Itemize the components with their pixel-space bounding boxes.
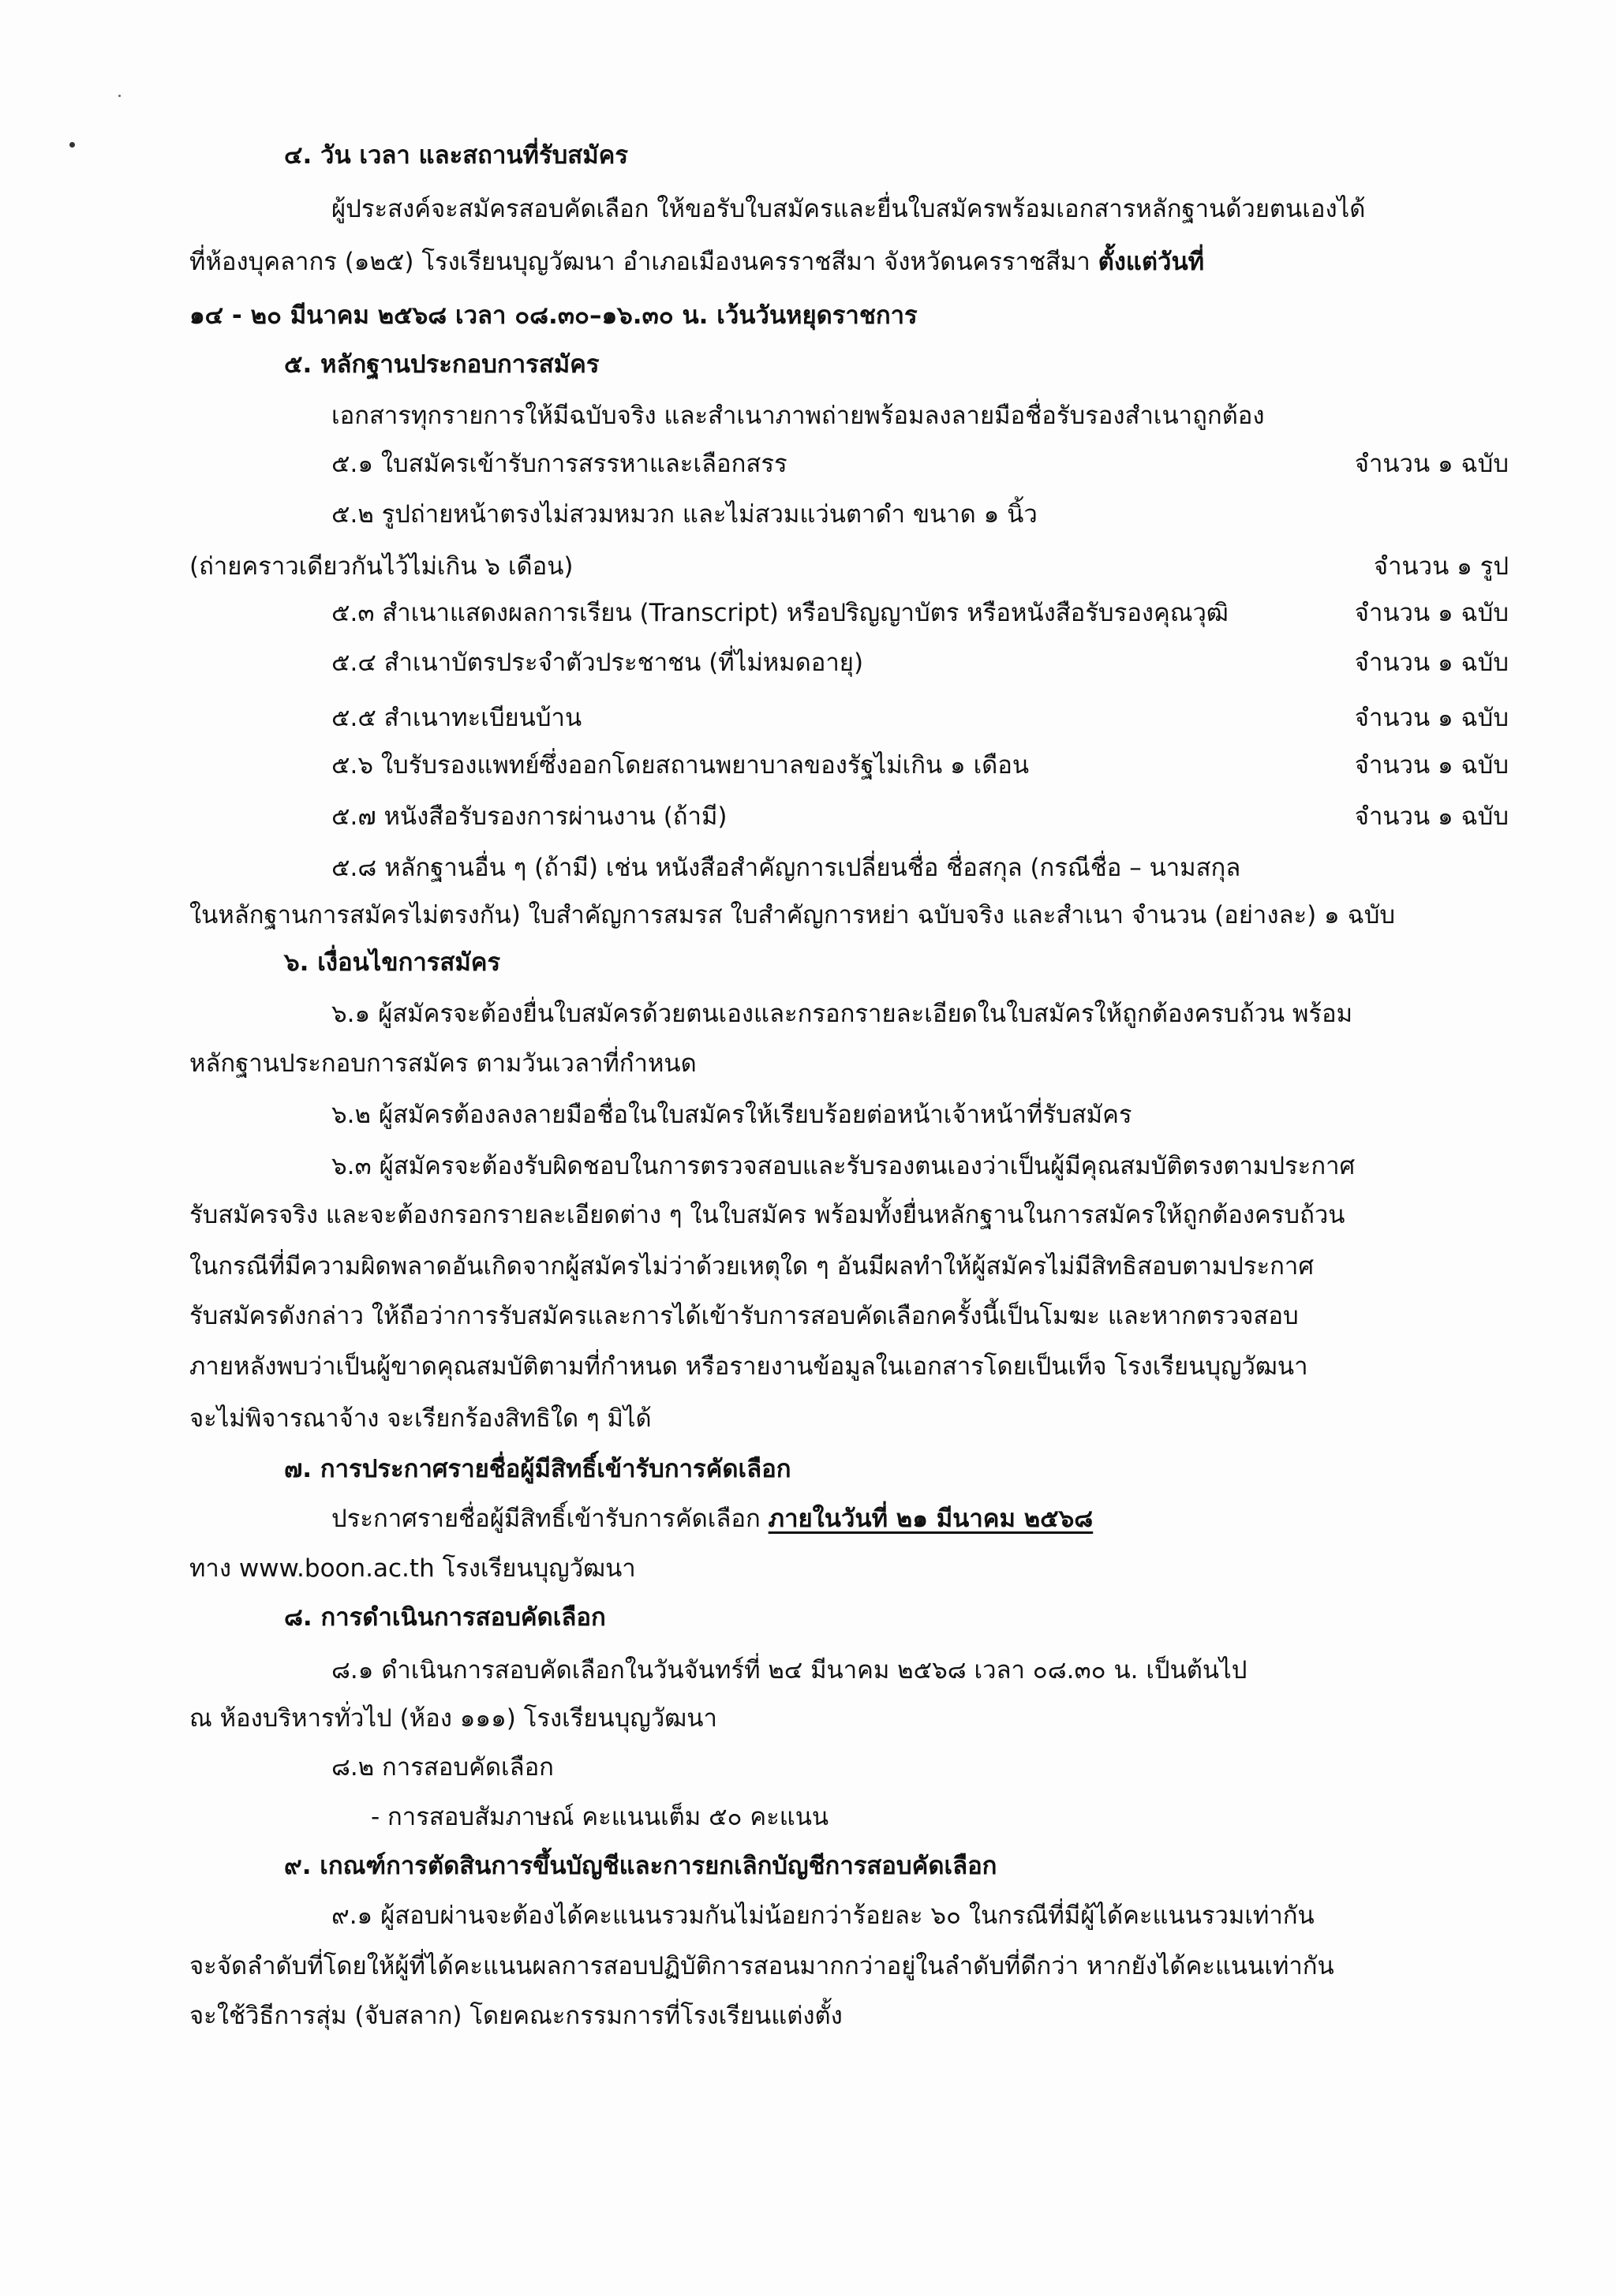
item-6-3-line-6: จะไม่พิจารณาจ้าง จะเรียกร้องสิทธิใด ๆ มิได้: [189, 1404, 652, 1433]
section-7-website: ทาง www.boon.ac.th โรงเรียนบุญวัฒนา: [189, 1554, 636, 1583]
section-5-intro: เอกสารทุกรายการให้มีฉบับจริง และสำเนาภาพถ่ายพร้อมลงลายมือชื่อรับรองสำเนาถูกต้อง: [331, 402, 1265, 430]
section-6-heading: ๖. เงื่อนไขการสมัคร: [284, 948, 501, 977]
item-9-1: ๙.๑ ผู้สอบผ่านจะต้องได้คะแนนรวมกันไม่น้อยกว่าร้อยละ ๖๐ ในกรณีที่มีผู้ได้คะแนนรวมเท่ากัน: [331, 1901, 1315, 1930]
item-5-2: ๕.๒ รูปถ่ายหน้าตรงไม่สวมหมวก และไม่สวมแว่นตาดำ ขนาด ๑ นิ้ว: [331, 500, 1038, 529]
item-5-3: ๕.๓ สำเนาแสดงผลการเรียน (Transcript) หรือปริญญาบัตร หรือหนังสือรับรองคุณวุฒิ: [331, 599, 1229, 627]
section-4-paragraph-line-1: ผู้ประสงค์จะสมัครสอบคัดเลือก ให้ขอรับใบสมัครและยื่นใบสมัครพร้อมเอกสารหลักฐานด้วยตนเองได้: [331, 195, 1366, 223]
item-9-1-line-3: จะใช้วิธีการสุ่ม (จับสลาก) โดยคณะกรรมการที่โรงเรียนแต่งตั้ง: [189, 2002, 843, 2030]
item-6-3-line-4: รับสมัครดังกล่าว ให้ถือว่าการรับสมัครและการได้เข้ารับการสอบคัดเลือกครั้งนี้เป็นโมฆะ และหากตรวจสอบ: [189, 1302, 1299, 1330]
section-7-announcement-date: ภายในวันที่ ๒๑ มีนาคม ๒๕๖๘: [768, 1505, 1094, 1533]
item-5-4: ๕.๔ สำเนาบัตรประจำตัวประชาชน (ที่ไม่หมดอายุ): [331, 649, 864, 677]
item-5-4-quantity: จำนวน ๑ ฉบับ: [1354, 649, 1509, 677]
item-9-1-line-2: จะจัดลำดับที่โดยให้ผู้ที่ได้คะแนนผลการสอบปฏิบัติการสอนมากกว่าอยู่ในลำดับที่ดีกว่า หากยังได้คะแนนเท่ากัน: [189, 1952, 1334, 1980]
section-7-announcement-text: ประกาศรายชื่อผู้มีสิทธิ์เข้ารับการคัดเลือก: [331, 1505, 769, 1533]
section-7-announcement: [331, 1503, 1093, 1535]
item-5-2-note: (ถ่ายคราวเดียวกันไว้ไม่เกิน ๖ เดือน): [189, 552, 574, 581]
item-6-3: ๖.๓ ผู้สมัครจะต้องรับผิดชอบในการตรวจสอบและรับรองตนเองว่าเป็นผู้มีคุณสมบัติตรงตามประกาศ: [331, 1152, 1356, 1180]
section-5-heading: ๕. หลักฐานประกอบการสมัคร: [284, 350, 600, 379]
item-6-1: ๖.๑ ผู้สมัครจะต้องยื่นใบสมัครด้วยตนเองและกรอกรายละเอียดในใบสมัครให้ถูกต้องครบถ้วน พร้อม: [331, 1000, 1353, 1028]
section-4-dates: ๑๔ - ๒๐ มีนาคม ๒๕๖๘ เวลา ๐๘.๓๐–๑๖.๓๐ น. เว้นวันหยุดราชการ: [189, 301, 918, 330]
item-8-2: ๘.๒ การสอบคัดเลือก: [331, 1753, 554, 1782]
item-6-3-line-5: ภายหลังพบว่าเป็นผู้ขาดคุณสมบัติตามที่กำหนด หรือรายงานข้อมูลในเอกสารโดยเป็นเท็จ โรงเรียนบุญวัฒนา: [189, 1352, 1308, 1381]
item-5-7-quantity: จำนวน ๑ ฉบับ: [1354, 802, 1509, 831]
section-4-paragraph-line-2: [189, 246, 1204, 278]
section-4-location: ที่ห้องบุคลากร (๑๒๕) โรงเรียนบุญวัฒนา อำเภอเมืองนครราชสีมา จังหวัดนครราชสีมา: [189, 248, 1098, 276]
item-5-1-quantity: จำนวน ๑ ฉบับ: [1354, 450, 1509, 478]
section-9-heading: ๙. เกณฑ์การตัดสินการขึ้นบัญชีและการยกเลิกบัญชีการสอบคัดเลือก: [284, 1852, 997, 1880]
item-5-7: ๕.๗ หนังสือรับรองการผ่านงาน (ถ้ามี): [331, 802, 728, 831]
item-5-8: ๕.๘ หลักฐานอื่น ๆ (ถ้ามี) เช่น หนังสือสำคัญการเปลี่ยนชื่อ ชื่อสกุล (กรณีชื่อ – นามสกุล: [331, 854, 1241, 882]
item-5-8-continued: ในหลักฐานการสมัครไม่ตรงกัน) ใบสำคัญการสมรส ใบสำคัญการหย่า ฉบับจริง และสำเนา จำนวน (อย่างละ) ๑ ฉบับ: [189, 901, 1396, 929]
item-6-1-continued: หลักฐานประกอบการสมัคร ตามวันเวลาที่กำหนด: [189, 1049, 697, 1078]
section-4-heading: ๔. วัน เวลา และสถานที่รับสมัคร: [284, 141, 629, 170]
item-8-2-interview: - การสอบสัมภาษณ์ คะแนนเต็ม ๕๐ คะแนน: [371, 1803, 829, 1831]
item-5-5: ๕.๕ สำเนาทะเบียนบ้าน: [331, 704, 582, 732]
item-6-3-line-3: ในกรณีที่มีความผิดพลาดอันเกิดจากผู้สมัครไม่ว่าด้วยเหตุใด ๆ อันมีผลทำให้ผู้สมัครไม่มีสิทธิสอบตามประกาศ: [189, 1252, 1315, 1281]
item-6-2: ๖.๒ ผู้สมัครต้องลงลายมือชื่อในใบสมัครให้เรียบร้อยต่อหน้าเจ้าหน้าที่รับสมัคร: [331, 1101, 1132, 1129]
item-8-1: ๘.๑ ดำเนินการสอบคัดเลือกในวันจันทร์ที่ ๒๔ มีนาคม ๒๕๖๘ เวลา ๐๘.๓๐ น. เป็นต้นไป: [331, 1656, 1248, 1685]
scan-speck: [69, 142, 75, 148]
item-8-1-location: ณ ห้องบริหารทั่วไป (ห้อง ๑๑๑) โรงเรียนบุญวัฒนา: [189, 1704, 717, 1733]
item-5-6-quantity: จำนวน ๑ ฉบับ: [1354, 751, 1509, 780]
item-5-3-quantity: จำนวน ๑ ฉบับ: [1354, 599, 1509, 627]
scan-speck-small: [118, 95, 121, 97]
section-8-heading: ๘. การดำเนินการสอบคัดเลือก: [284, 1603, 606, 1632]
section-4-date-lead: ตั้งแต่วันที่: [1098, 248, 1205, 276]
section-7-heading: ๗. การประกาศรายชื่อผู้มีสิทธิ์เข้ารับการคัดเลือก: [284, 1455, 791, 1483]
item-5-6: ๕.๖ ใบรับรองแพทย์ซึ่งออกโดยสถานพยาบาลของรัฐไม่เกิน ๑ เดือน: [331, 751, 1030, 780]
item-5-2-quantity: จำนวน ๑ รูป: [1373, 552, 1509, 581]
item-5-5-quantity: จำนวน ๑ ฉบับ: [1354, 704, 1509, 732]
item-5-1: ๕.๑ ใบสมัครเข้ารับการสรรหาและเลือกสรร: [331, 450, 787, 478]
item-6-3-line-2: รับสมัครจริง และจะต้องกรอกรายละเอียดต่าง ๆ ในใบสมัคร พร้อมทั้งยื่นหลักฐานในการสมัครให้ถูกต้องครบถ้วน: [189, 1201, 1345, 1229]
